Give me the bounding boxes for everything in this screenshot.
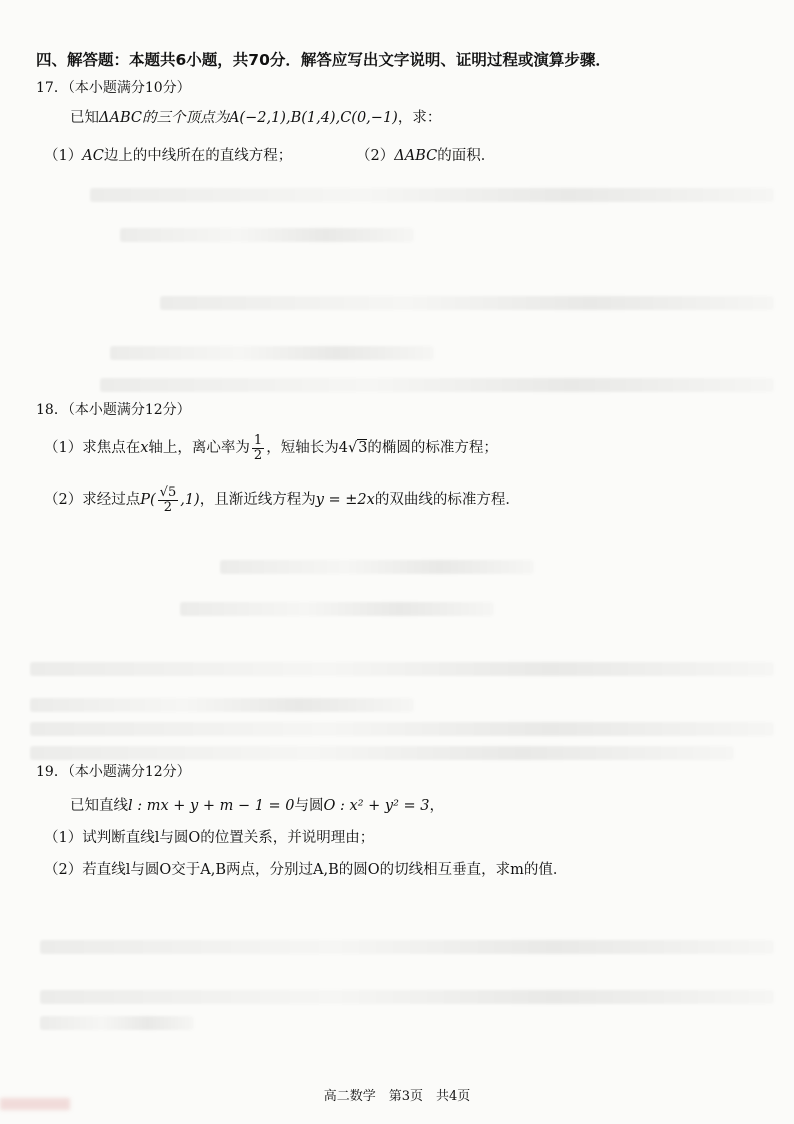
section-heading-text: 四、解答题：本题共6小题，共70分．解答应写出文字说明、证明过程或演算步骤． (36, 51, 611, 69)
q18-part1-sqrt-arg: 3 (358, 440, 368, 456)
q19-stem-text-b: 与圆 (294, 798, 324, 814)
bleed-through-line (100, 378, 774, 392)
q18-part1 (44, 432, 498, 464)
q19-stem-text-c: ， (429, 798, 444, 814)
q19-circle-equation: O : x² + y² = 3 (323, 798, 430, 814)
q18-part1-text-b: 轴上，离心率为 (148, 440, 250, 456)
bleed-through-line (40, 1016, 194, 1030)
q17-part2-text: 的面积． (437, 148, 496, 164)
q19-part1-text: 试判断直线l与圆O的位置关系，并说明理由； (82, 830, 375, 846)
q19-header-text: 19．（本小题满分12分） (36, 764, 191, 780)
bleed-through-line (40, 990, 774, 1004)
page-footer (0, 1085, 794, 1104)
q19-stem (70, 796, 444, 816)
q19-header (36, 762, 191, 782)
bleed-through-line (110, 346, 434, 360)
q18-eccentricity-fraction (252, 434, 264, 463)
q19-part1-label: （1） (44, 830, 83, 846)
bleed-through-line (40, 940, 774, 954)
q18-part2-text-b: ，且渐近线方程为 (199, 492, 316, 508)
q18-point-fraction (158, 486, 179, 515)
q17-vertices-math: ΔABC的三个顶点为A(−2,1),B(1,4),C(0,−1) (99, 110, 398, 126)
q17-part2 (356, 146, 495, 166)
q18-part1-text-a: 求焦点在 (82, 440, 141, 456)
q17-header-text: 17．（本小题满分10分） (36, 80, 191, 96)
q18-part2-text-a: 求经过点 (82, 492, 141, 508)
q17-stem-suffix: ，求： (397, 110, 442, 126)
q17-stem (70, 108, 441, 128)
bleed-through-line (180, 602, 494, 616)
q17-part2-label: （2） (356, 148, 395, 164)
q19-part2 (44, 860, 567, 880)
q18-part2 (44, 480, 520, 520)
q19-line-equation: l : mx + y + m − 1 = 0 (128, 798, 295, 814)
q17-part2-math: ΔABC (394, 148, 438, 164)
q19-part2-text: 若直线l与圆O交于A,B两点，分别过A,B的圆O的切线相互垂直，求m的值． (82, 862, 568, 878)
q17-stem-prefix: 已知 (70, 110, 99, 126)
q17-part1 (44, 146, 292, 166)
section-heading (36, 50, 611, 70)
q17-part1-text: 边上的中线所在的直线方程； (103, 148, 293, 164)
q19-part1 (44, 828, 374, 848)
q18-part1-label: （1） (44, 440, 83, 456)
fraction-numerator: √5 (159, 484, 177, 500)
q18-header (36, 400, 191, 420)
q18-part1-x: x (140, 440, 149, 456)
q17-part1-label: （1） (44, 148, 83, 164)
sqrt-symbol: √ (347, 440, 358, 456)
fraction-denominator: 2 (163, 499, 173, 515)
q18-part2-label: （2） (44, 492, 83, 508)
q18-part2-text-c: 的双曲线的标准方程． (374, 492, 520, 508)
bleed-through-line (30, 722, 774, 736)
q18-part1-text-c: ，短轴长为4 (266, 440, 348, 456)
q18-header-text: 18．（本小题满分12分） (36, 402, 191, 418)
bleed-through-line (220, 560, 534, 574)
scan-edge-mark (0, 1098, 70, 1110)
fraction-numerator: 1 (253, 432, 263, 448)
fraction-denominator: 2 (253, 447, 263, 463)
page-footer-text: 高二数学 第3页 共4页 (323, 1089, 471, 1104)
bleed-through-line (90, 188, 774, 202)
q19-part2-label: （2） (44, 862, 83, 878)
q19-stem-text-a: 已知直线 (70, 798, 128, 814)
q17-part1-math: AC (82, 148, 104, 164)
bleed-through-line (30, 746, 734, 760)
bleed-through-line (30, 662, 774, 676)
q18-point-open: P( (140, 492, 156, 508)
q18-asymptote-equation: y = ±2x (315, 492, 375, 508)
bleed-through-line (160, 296, 774, 310)
bleed-through-line (120, 228, 414, 242)
q17-header (36, 78, 191, 98)
q18-point-close: ,1) (180, 492, 200, 508)
bleed-through-line (30, 698, 414, 712)
q18-part1-text-d: 的椭圆的标准方程； (367, 440, 498, 456)
